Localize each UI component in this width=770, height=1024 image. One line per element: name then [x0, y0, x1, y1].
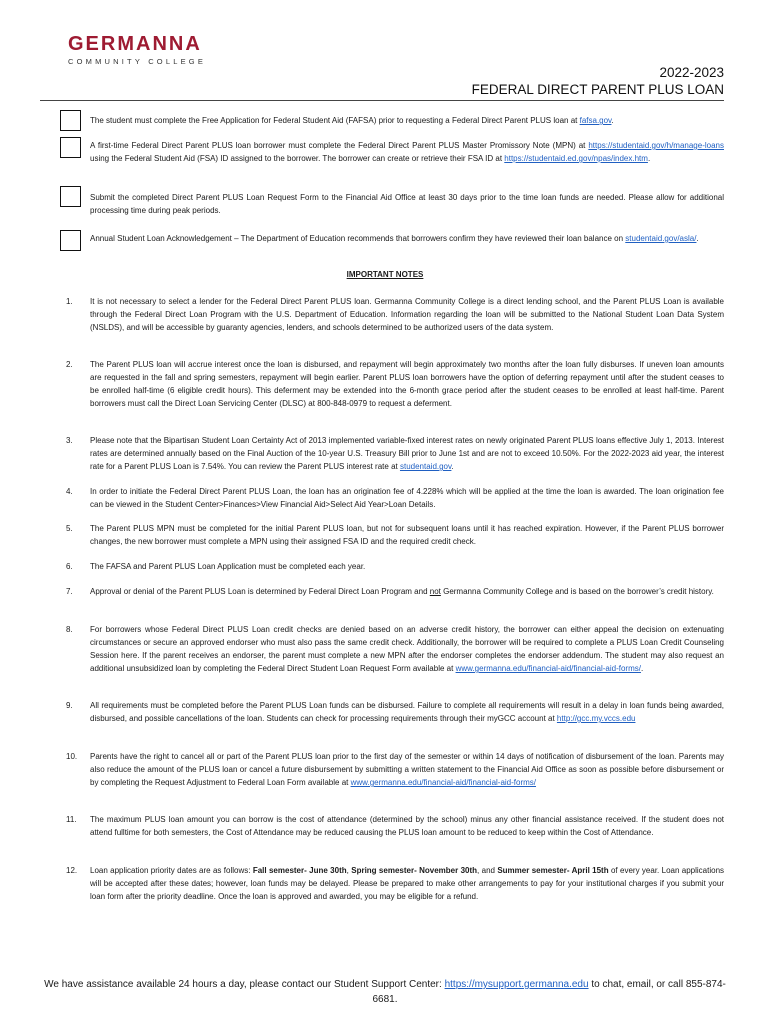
note-item [66, 813, 724, 839]
note-text-body: For borrowers whose Federal Direct PLUS Loan credit checks are denied based on an adverse credit history, the borrower can either appeal the decision on extenuating circumstances or secure an approved endorser who must also pass the same credit check. Additionally, the borrower will be required to complete a PLUS Loan Credit Counseling Session here. If the parent receives an endorser, the parent must complete a new MPN after the endorser completes the endorser addendum. The student may also request an additional unsubsidized loan by completing the Federal Direct Student Loan Request Form available at [90, 625, 724, 673]
note-text-end: . [451, 462, 454, 471]
note-text-end: Germanna Community College and is based on the borrower’s credit history. [440, 587, 714, 596]
note-text [90, 585, 724, 598]
checkbox[interactable] [60, 230, 81, 251]
npas-link[interactable]: https://studentaid.ed.gov/npas/index.htm [504, 154, 648, 163]
note-text: The FAFSA and Parent PLUS Loan Application must be completed each year. [90, 562, 366, 571]
note-item [66, 699, 724, 725]
note-item [66, 560, 724, 573]
college-logo [68, 34, 206, 66]
asla-link[interactable]: studentaid.gov/asla/ [625, 234, 697, 243]
financial-aid-forms-link[interactable]: www.germanna.edu/financial-aid/financial-aid-forms/ [455, 664, 641, 673]
separator: , and [477, 866, 498, 875]
checkbox[interactable] [60, 186, 81, 207]
note-item [66, 585, 724, 598]
note-text-underlined: not [429, 587, 441, 596]
document-title [472, 64, 724, 98]
note-item [66, 358, 724, 410]
note-text-body: All requirements must be completed before the Parent PLUS Loan funds can be disbursed. Failure to complete all requirements will result in a delay in loan funds being awarded, disbursed, and possible cancellations of the loan. Students can check for processing requirements through their myGCC account at [90, 701, 724, 723]
note-number: 1. [66, 297, 73, 306]
note-text-body: Please note that the Bipartisan Student Loan Certainty Act of 2013 implemented variable-fixed interest rates on newly originated Parent PLUS loans effective July 1, 2013. Interest rates are determined annually based on the Final Auction of the 10-year U.S. Treasury Bill prior to June 1st and are not to exceed 10.50%. For the 2022-2023 aid year, the interest rate for a Parent PLUS Loan is 7.54%. You can review the Parent PLUS interest rate at [90, 436, 724, 471]
note-text: In order to initiate the Federal Direct Parent PLUS Loan, the loan has an origination fee of 4.228% which will be applied at the time the loan is awarded. The loan origination fee can be viewed in the Student Center>Finances>View Financial Aid>Select Aid Year>Loan Details. [90, 487, 724, 509]
title-heading: FEDERAL DIRECT PARENT PLUS LOAN [471, 82, 724, 97]
note-text [90, 864, 724, 903]
note-item [66, 295, 724, 334]
note-text [90, 623, 724, 675]
fafsa-link[interactable]: fafsa.gov [579, 116, 612, 125]
note-text [90, 434, 724, 473]
checklist-text-end: . [611, 116, 614, 125]
note-number: 10. [66, 752, 78, 761]
note-number: 4. [66, 487, 73, 496]
checkbox[interactable] [60, 110, 81, 131]
note-number: 5. [66, 524, 73, 533]
support-link[interactable]: https://mysupport.germanna.edu [444, 979, 589, 990]
checklist-text: A first-time Federal Direct Parent PLUS loan borrower must complete the Federal Direct Parent PLUS Master Promissory Note (MPN) at [90, 141, 589, 150]
note-number: 12. [66, 866, 78, 875]
checklist-item-asla [60, 230, 724, 245]
checklist-text-mid: using the Federal Student Aid (FSA) ID assigned to the borrower. The borrower can create or retrieve their FSA ID at [90, 154, 505, 163]
checkbox[interactable] [60, 137, 81, 158]
mygcc-link[interactable]: http://gcc.my.vccs.edu [556, 714, 636, 723]
note-text-end: . [640, 664, 644, 673]
title-divider [40, 100, 724, 101]
footer-text-end: to chat, email, or call 855-874-6681. [372, 979, 726, 1005]
manage-loans-link[interactable]: https://studentaid.gov/h/manage-loans [588, 141, 724, 150]
note-text: The maximum PLUS loan amount you can borrow is the cost of attendance (determined by the school) minus any other financial assistance received. If the student does not attend fulltime for both semesters, the Cost of Attendance may be reduced causing the PLUS loan amount to be reduced to keep within the Cost of Attendance. [90, 815, 724, 837]
note-text-body: Loan application priority dates are as follows: [90, 866, 253, 875]
note-number: 3. [66, 436, 73, 445]
note-item [66, 434, 724, 473]
note-text-body: Approval or denial of the Parent PLUS Loan is determined by Federal Direct Loan Program and [90, 587, 430, 596]
footer [40, 977, 730, 1007]
title-year: 2022-2023 [659, 65, 724, 80]
checklist-text: Annual Student Loan Acknowledgement – The Department of Education recommends that borrowers confirm they have reviewed their loan balance on [90, 234, 626, 243]
logo-subtitle: COMMUNITY COLLEGE [68, 57, 207, 66]
note-text-body: Parents have the right to cancel all or part of the Parent PLUS loan prior to the first day of the semester or within 14 days of notification of disbursement of the loan. Parents may also reduce the amount of the PLUS loan or cancel a future disbursement by submitting a written statement to the Financial Aid Office as soon as possible before disbursement or by completing the Request Adjustment to Federal Loan Form available at [90, 752, 724, 787]
note-item [66, 750, 724, 789]
important-notes-heading: IMPORTANT NOTES [346, 270, 424, 279]
fall-deadline: Fall semester- June 30th [252, 866, 347, 875]
note-text-end: of every year. Loan applications will be accepted after these dates; however, loan funds may be delayed. Please be prepared to make other arrangements to pay for your institutional charges if you submit your loan form after the priority deadline. Once the loan is approved and awarded, you may be eligible for a refund. [90, 866, 725, 901]
checklist-text: The student must complete the Free Application for Federal Student Aid (FAFSA) prior to requesting a Federal Direct Parent PLUS loan at [90, 116, 580, 125]
studentaid-link[interactable]: studentaid.gov [399, 462, 452, 471]
note-item [66, 864, 724, 903]
note-text: The Parent PLUS loan will accrue interest once the loan is disbursed, and repayment will begin approximately two months after the loan fully disburses. If uneven loan amounts are requested in the fall and spring semesters, repayment will begin earlier. Parent PLUS loan borrowers have the option of deferring repayment until after the student ceases to be enrolled half-time (6 eligible credit hours). This deferment may be extended into the 6-month grace period after the student ceases to be enrolled at least half-time. Parent borrowers must call the Direct Loan Servicing Center (DLSC) at 800-848-0979 to request a deferment. [90, 360, 724, 408]
checklist-item-mpn [60, 137, 724, 165]
summer-deadline: Summer semester- April 15th [497, 866, 609, 875]
note-text [90, 699, 724, 725]
footer-text: We have assistance available 24 hours a day, please contact our Student Support Center: [44, 979, 445, 990]
note-item [66, 485, 724, 511]
checklist-item-request-form [60, 186, 724, 217]
note-number: 9. [66, 701, 73, 710]
note-number: 7. [66, 587, 73, 596]
separator: , [346, 866, 352, 875]
checklist-text: Submit the completed Direct Parent PLUS Loan Request Form to the Financial Aid Office at least 30 days prior to the time loan funds are needed. Please allow for additional processing time during peak periods. [90, 193, 724, 215]
note-item [66, 522, 724, 548]
spring-deadline: Spring semester- November 30th [351, 866, 478, 875]
checklist-text-end: . [696, 234, 699, 243]
checklist-text-end: . [647, 154, 651, 163]
note-number: 11. [66, 815, 77, 824]
note-item [66, 623, 724, 675]
logo-name: GERMANNA [68, 33, 202, 55]
note-text: The Parent PLUS MPN must be completed for the initial Parent PLUS loan, but not for subsequent loans until it has reached expiration. However, if the Parent PLUS borrower changes, the new borrower must complete a MPN using their assigned FSA ID and the required credit check. [90, 524, 724, 546]
checklist-item-fafsa [60, 110, 724, 127]
note-number: 6. [66, 562, 73, 571]
note-text: It is not necessary to select a lender for the Federal Direct Parent PLUS loan. Germanna Community College is a direct lending school, and the Parent PLUS Loan is available through the Federal Direct Loan Program with the U.S. Department of Education. Information regarding the loan will be submitted to the National Student Loan Data System (NSLDS), and will be accessible by guaranty agencies, lenders, and schools determined to be authorized users of the data system. [90, 297, 724, 332]
note-number: 8. [66, 625, 73, 634]
financial-aid-forms-link[interactable]: www.germanna.edu/financial-aid/financial-aid-forms/ [350, 778, 537, 787]
note-number: 2. [66, 360, 73, 369]
note-text [90, 750, 724, 789]
